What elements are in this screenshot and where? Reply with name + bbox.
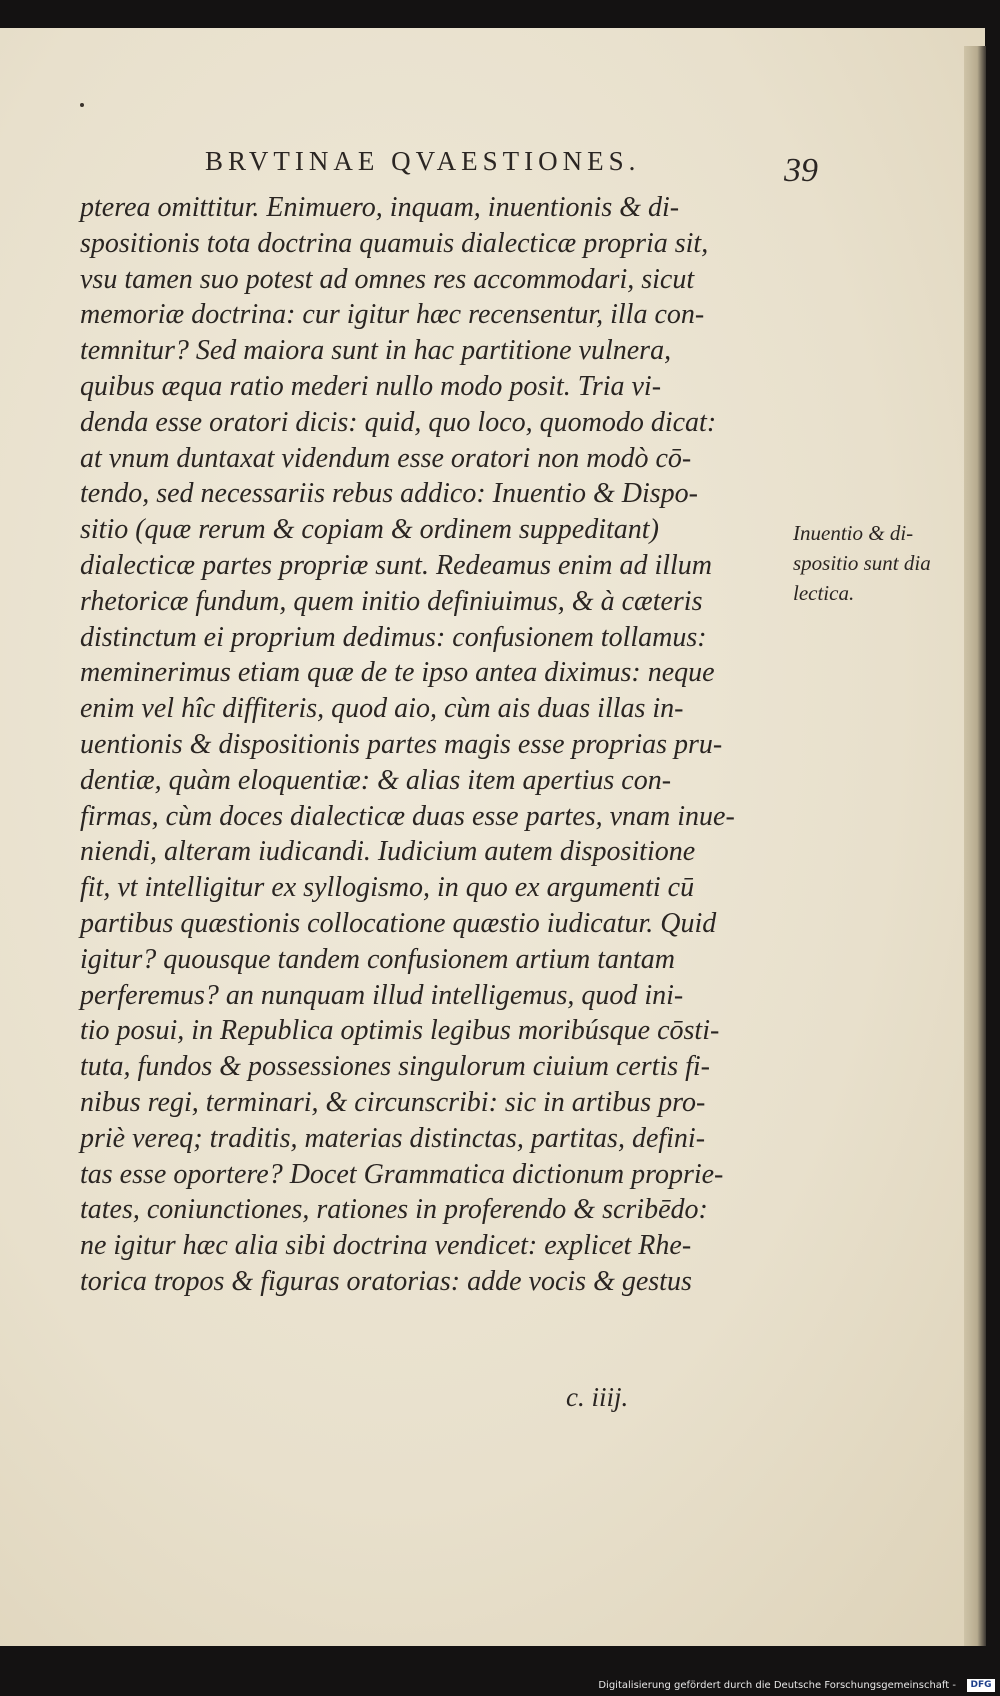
text-line: firmas, cùm doces dialecticæ duas esse partes, vnam inue- — [80, 800, 735, 832]
body-text — [80, 190, 780, 1300]
text-line: uentionis & dispositionis partes magis esse proprias pru- — [80, 728, 723, 760]
text-line: priè vereq; traditis, materias distinctas, partitas, defini- — [80, 1122, 706, 1154]
running-head: BRVTINAE QVAESTIONES. — [205, 146, 641, 176]
text-line: tuta, fundos & possessiones singulorum ciuium certis fi- — [80, 1051, 710, 1083]
text-line: tas esse oportere? Docet Grammatica dictionum proprie- — [80, 1158, 724, 1190]
text-line: partibus quæstionis collocatione quæstio iudicatur. Quid — [80, 907, 717, 939]
text-line: tio posui, in Republica optimis legibus moribúsque cōsti- — [80, 1015, 720, 1047]
text-line: rhetoricæ fundum, quem initio definiuimus, & à cæteris — [80, 585, 703, 617]
text-line: dialecticæ partes propriæ sunt. Redeamus enim ad illum — [80, 549, 713, 581]
text-line: distinctum ei proprium dedimus: confusionem tollamus: — [80, 621, 707, 653]
text-line: ne igitur hæc alia sibi doctrina vendicet: explicet Rhe- — [80, 1230, 692, 1262]
text-line: tates, coniunctiones, rationes in proferendo & scribēdo: — [80, 1194, 708, 1226]
text-line: tendo, sed necessariis rebus addico: Inuentio & Dispo- — [80, 478, 698, 510]
text-line: torica tropos & figuras oratorias: adde vocis & gestus — [80, 1265, 692, 1297]
text-line: vsu tamen suo potest ad omnes res accommodari, sicut — [80, 263, 695, 295]
text-line: at vnum duntaxat videndum esse oratori non modò cō- — [80, 442, 692, 474]
text-line: denda esse oratori dicis: quid, quo loco, quomodo dicat: — [80, 406, 717, 438]
text-line: quibus æqua ratio mederi nullo modo posit. Tria vi- — [80, 370, 662, 402]
text-line: sitio (quæ rerum & copiam & ordinem suppeditant) — [80, 514, 659, 546]
margin-note-line: Inuentio & di- — [793, 521, 914, 545]
dfg-logo: DFG — [967, 1679, 995, 1692]
text-line: meminerimus etiam quæ de te ipso antea diximus: neque — [80, 657, 715, 689]
text-line: pterea omittitur. Enimuero, inquam, inuentionis & di- — [80, 192, 680, 223]
text-line: fit, vt intelligitur ex syllogismo, in quo ex argumenti cū — [80, 872, 695, 904]
text-line: nibus regi, terminari, & circunscribi: sic in artibus pro- — [80, 1086, 706, 1118]
text-line: niendi, alteram iudicandi. Iudicium autem dispositione — [80, 836, 696, 868]
text-line: perferemus? an nunquam illud intelligemus, quod ini- — [80, 979, 684, 1011]
text-line: enim vel hîc diffiteris, quod aio, cùm ais duas illas in- — [80, 693, 684, 725]
ink-speck — [80, 103, 84, 107]
margin-note-line: lectica. — [793, 581, 855, 605]
margin-note-line: spositio sunt dia — [793, 551, 931, 575]
page-edge — [964, 46, 986, 1646]
digitization-credit: Digitalisierung gefördert durch die Deutsche Forschungsgemeinschaft - — [598, 1680, 956, 1691]
text-line: dentiæ, quàm eloquentiæ: & alias item apertius con- — [80, 764, 672, 796]
text-line: igitur? quousque tandem confusionem artium tantam — [80, 943, 675, 975]
signature-mark: c. iiij. — [566, 1382, 629, 1412]
text-line: temnitur? Sed maiora sunt in hac partitione vulnera, — [80, 335, 672, 367]
text-line: spositionis tota doctrina quamuis dialecticæ propria sit, — [80, 227, 709, 259]
folio-number: 39 — [784, 152, 818, 189]
margin-note — [793, 518, 963, 608]
text-line: memoriæ doctrina: cur igitur hæc recensentur, illa con- — [80, 299, 705, 331]
